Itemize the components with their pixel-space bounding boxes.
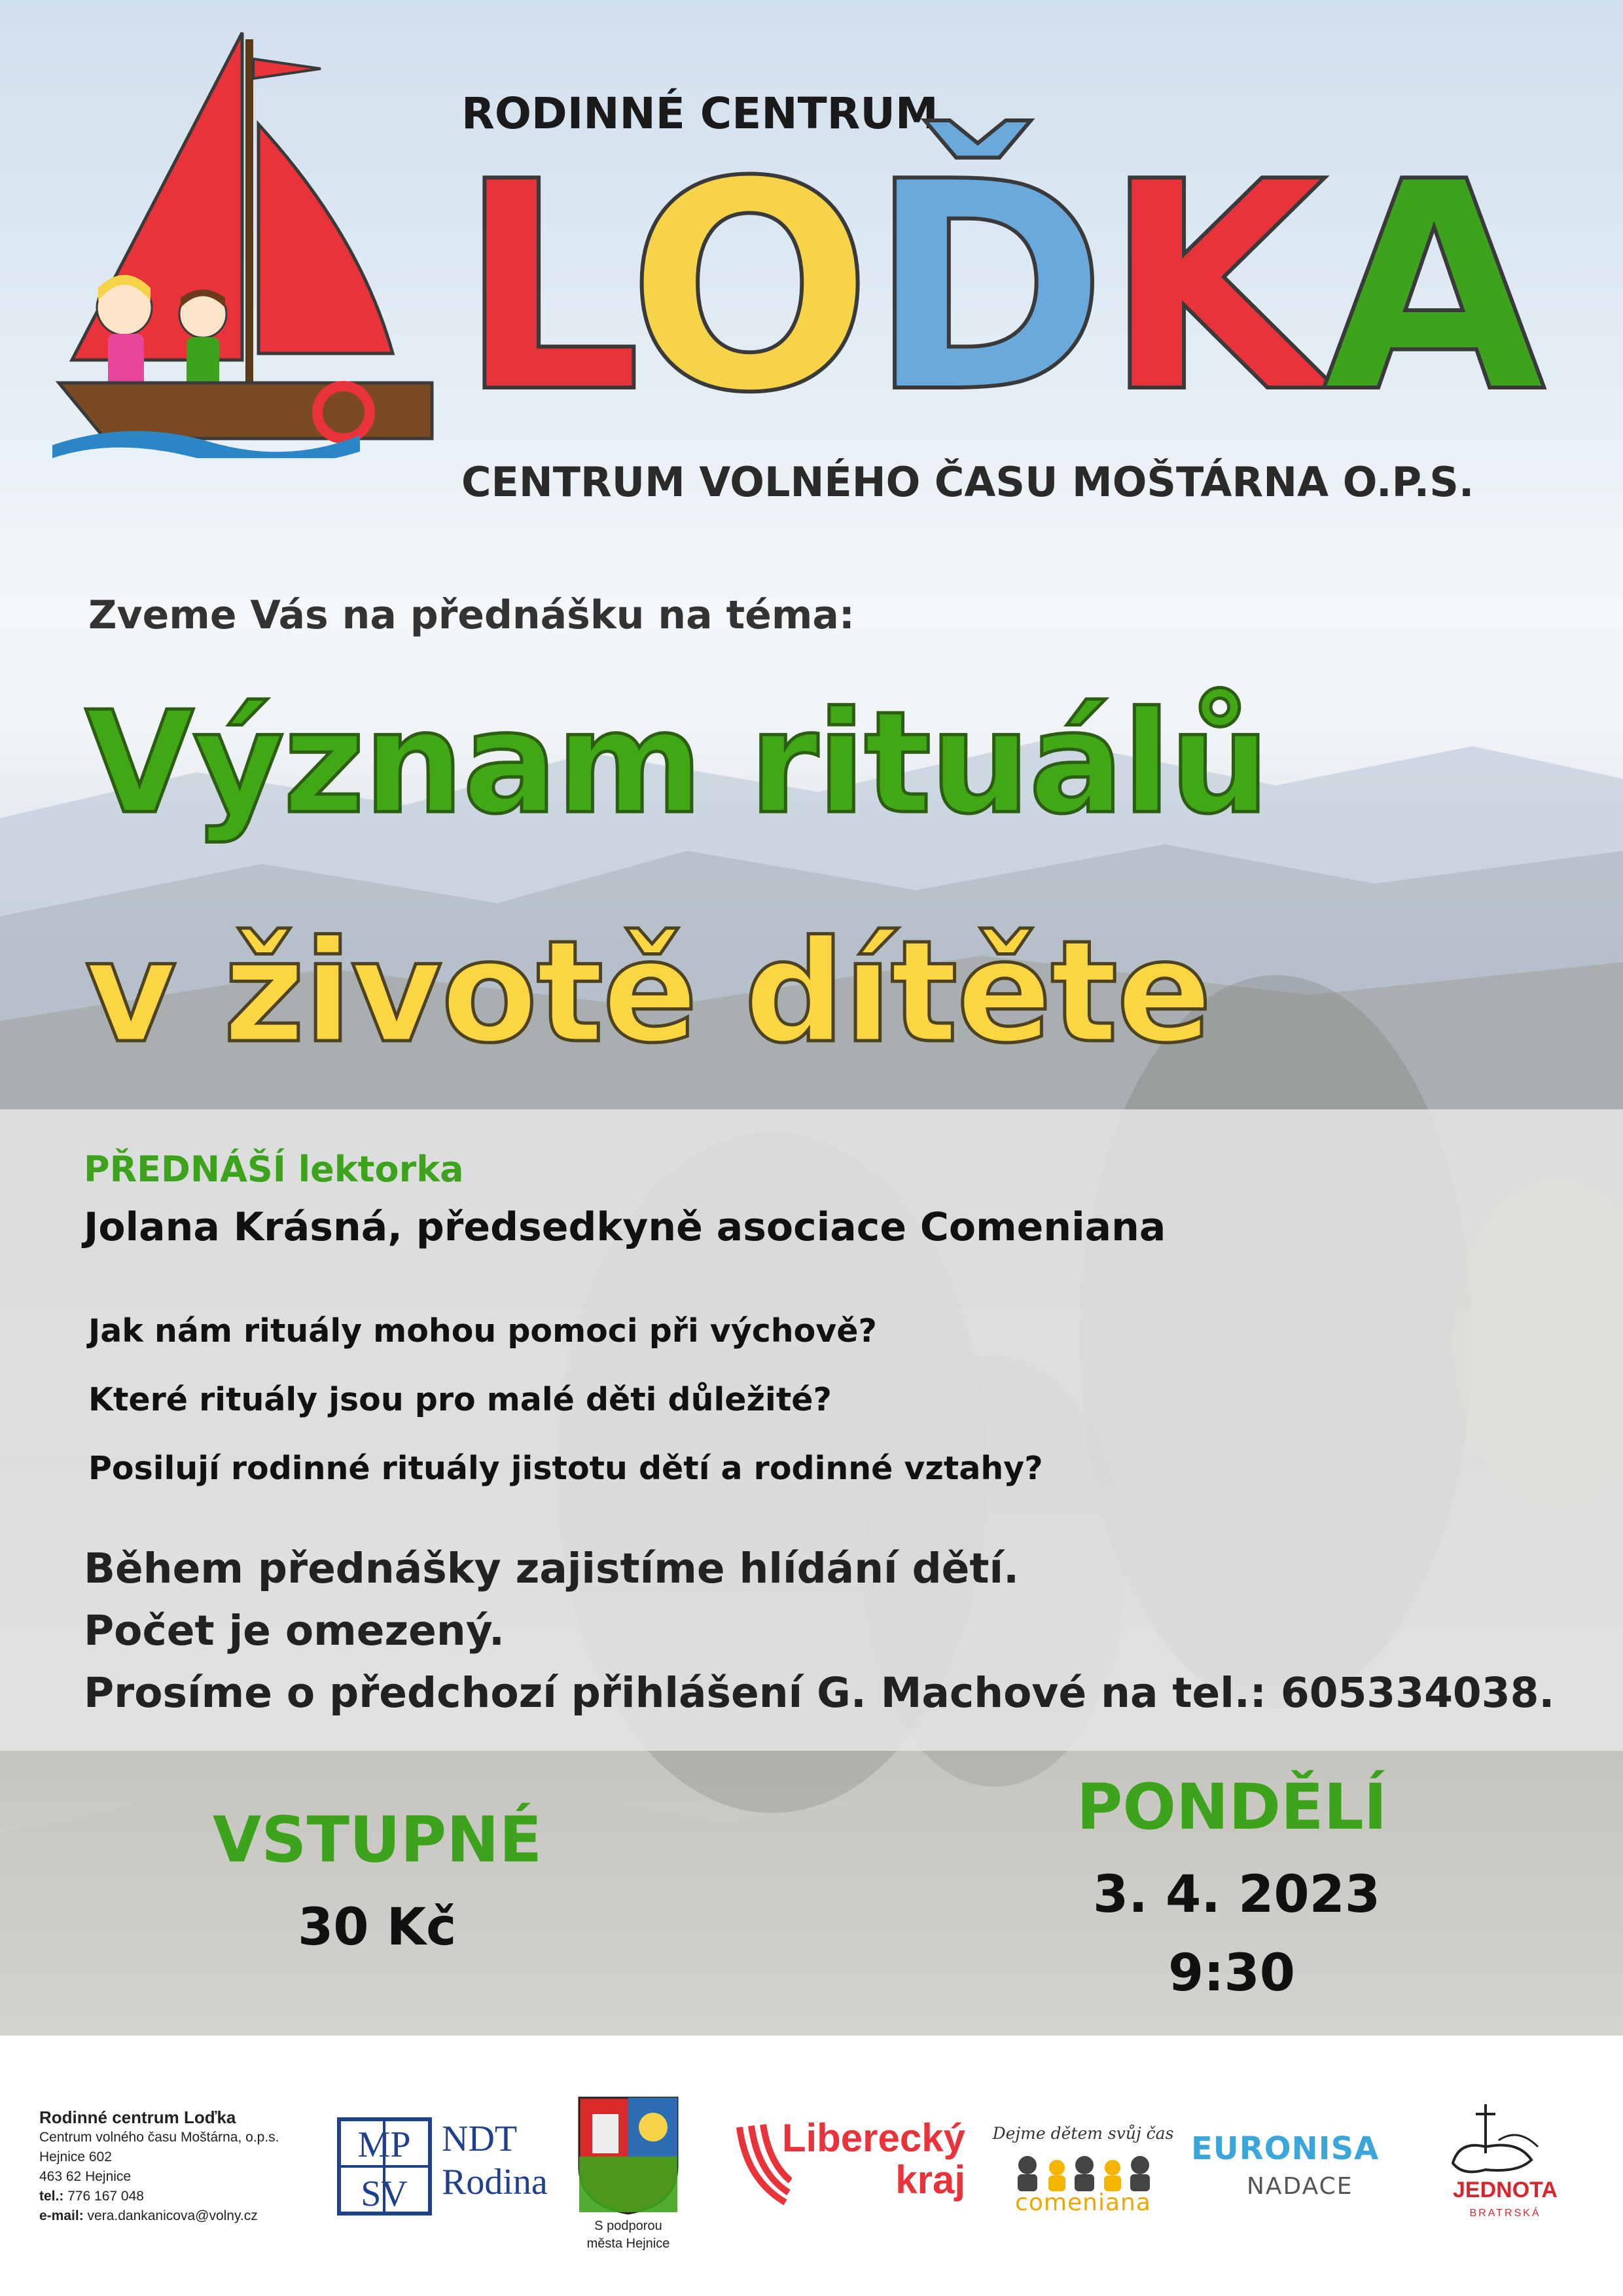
euronisa-logo: EURONISA [1191, 2130, 1380, 2167]
fee-label: VSTUPNÉ [213, 1803, 543, 1876]
hejnice-crest [576, 2094, 681, 2215]
footer-line: Hejnice 602 [39, 2149, 112, 2164]
title-line-1: Význam rituálů [85, 681, 1269, 845]
jednota-logo: JEDNOTA BRATRSKÁ [1453, 2178, 1558, 2219]
lecturer-label: PŘEDNÁŠÍ lektorka [84, 1149, 464, 1190]
event-date: 3. 4. 2023 [1093, 1865, 1381, 1924]
comeniana-name: comeniana [1015, 2189, 1151, 2216]
brand-wordmark [458, 120, 1542, 456]
brand-letter: O [627, 120, 868, 456]
boat-logo [52, 26, 445, 458]
hejnice-caption: S podporou města Hejnice [586, 2219, 670, 2251]
event-time: 9:30 [1168, 1944, 1296, 2003]
org-top-label: RODINNÉ CENTRUM [461, 88, 938, 139]
event-day: PONDĚLÍ [1077, 1770, 1387, 1844]
ndt-rodina-logo: NDT Rodina [442, 2119, 548, 2202]
fee-value: 30 Kč [298, 1898, 457, 1957]
lamb-icon [1440, 2101, 1551, 2186]
mpsv-text: MP [357, 2125, 411, 2165]
brand-letter: Ď [868, 120, 1103, 456]
org-sub-label: CENTRUM VOLNÉHO ČASU MOŠTÁRNA O.P.S. [461, 458, 1474, 506]
question-item: Posilují rodinné rituály jistotu dětí a rodinné vztahy? [88, 1450, 1043, 1487]
liberecky-kraj-logo: Liberecký kraj [781, 2116, 965, 2202]
info-line: Počet je omezený. [84, 1607, 505, 1655]
title-line-2: v životě dítěte [85, 910, 1211, 1074]
info-line: Během přednášky zajistíme hlídání dětí. [84, 1545, 1020, 1592]
footer-contact [39, 2108, 279, 2226]
brand-letter: L [458, 120, 628, 456]
brand-letter: A [1322, 120, 1542, 456]
footer-line: Centrum volného času Moštárna, o.p.s. [39, 2130, 279, 2145]
info-line: Prosíme o předchozí přihlášení G. Machové na tel.: 605334038. [84, 1669, 1555, 1717]
footer-line: 463 62 Hejnice [39, 2169, 132, 2184]
euronisa-nadace: NADACE [1247, 2173, 1353, 2200]
footer-title: Rodinné centrum Loďka [39, 2108, 236, 2127]
mpsv-logo [337, 2117, 432, 2215]
invite-text: Zveme Vás na přednášku na téma: [88, 592, 855, 638]
comeniana-people-icon [1011, 2153, 1155, 2193]
comeniana-slogan: Dejme dětem svůj čas [992, 2124, 1174, 2143]
question-item: Které rituály jsou pro malé děti důležité? [88, 1381, 832, 1418]
footer-email: e-mail: vera.dankanicova@volny.cz [39, 2208, 258, 2223]
footer-tel: tel.: 776 167 048 [39, 2189, 144, 2204]
question-item: Jak nám rituály mohou pomoci při výchově? [88, 1312, 877, 1350]
lecturer-name: Jolana Krásná, předsedkyně asociace Comeniana [84, 1204, 1166, 1250]
brand-letter: K [1103, 120, 1323, 456]
svg-text:SV: SV [361, 2174, 408, 2214]
